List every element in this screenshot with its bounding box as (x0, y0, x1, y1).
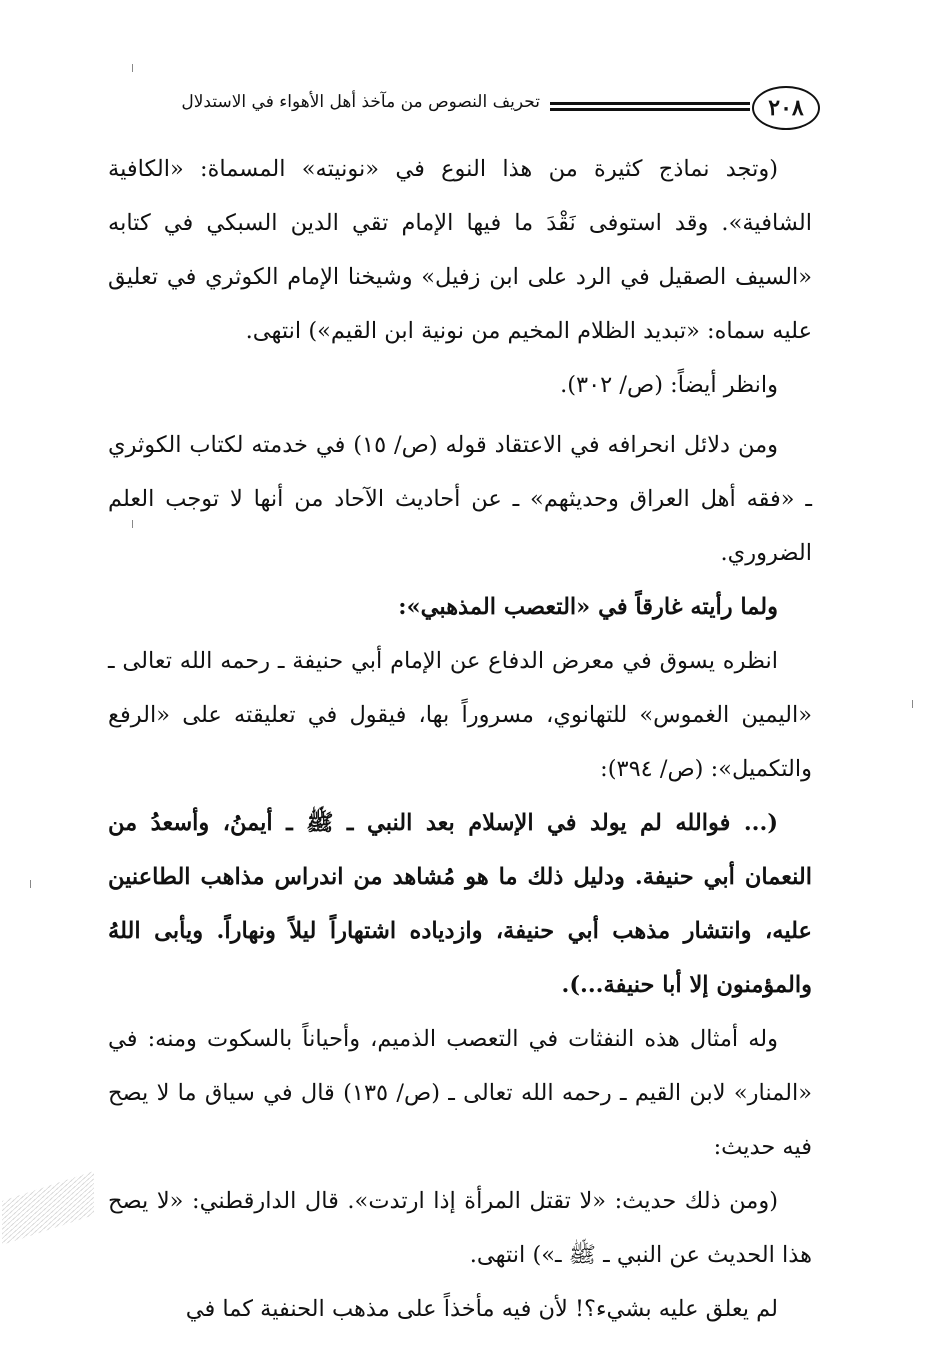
page-number: ٢٠٨ (752, 86, 820, 130)
header-double-rule (550, 102, 750, 111)
paragraph: (وتجد نماذج كثيرة من هذا النوع في «نونيته» المسماة: «الكافية الشافية». وقد استوفى نَقْدَ ما فيها الإمام تقي الدين السبكي في كتابه «السيف الصقيل في الرد على ابن زفيل» وشيخنا الإمام الكوثري في تعليق عليه سماه: «تبديد الظلام المخيم من نونية ابن القيم») انتهى. (108, 156, 812, 344)
scan-speck (30, 880, 31, 888)
scan-speck (132, 64, 133, 72)
page-body (108, 142, 812, 1336)
paragraph: انظره يسوق في معرض الدفاع عن الإمام أبي حنيفة ـ رحمه الله تعالى ـ «اليمين الغموس» للتهانوي، مسروراً بها، فيقول في تعليقته على «الرفع والتكميل»: (ص/ ٣٩٤): (108, 648, 812, 782)
paragraph: وانظر أيضاً: (ص/ ٣٠٢). (560, 372, 778, 398)
scan-artifact (2, 1171, 94, 1245)
paragraph: ومن دلائل انحرافه في الاعتقاد قوله (ص/ ١٥) في خدمته لكتاب الكوثري ـ «فقه أهل العراق وحديثهم» ـ عن أحاديث الآحاد من أنها لا توجب العلم الضروري. (108, 432, 812, 566)
paragraph: لم يعلق عليه بشيء؟! لأن فيه مأخذاً على مذهب الحنفية كما في (185, 1296, 778, 1322)
paragraph: (ومن ذلك حديث: «لا تقتل المرأة إذا ارتدت». قال الدارقطني: «لا يصح هذا الحديث عن النبي ـ ﷺ ـ») انتهى. (108, 1188, 812, 1268)
scan-speck (912, 700, 913, 708)
quoted-passage: (... فوالله لم يولد في الإسلام بعد النبي ـ ﷺ ـ أيمنُ، وأسعدُ من النعمان أبي حنيفة. ودليل ذلك ما هو مُشاهد من اندراس مذاهب الطاعنين عليه، وانتشار مذهب أبي حنيفة، وازدياده اشتهاراً ليلاً ونهاراً. ويأبى اللهُ والمؤمنون إلا أبا حنيفة...). (108, 810, 812, 998)
paragraph: وله أمثال هذه النفثات في التعصب الذميم، وأحياناً بالسكوت ومنه: في «المنار» لابن القيم ـ رحمه الله تعالى ـ (ص/ ١٣٥) قال في سياق ما لا يصح فيه حديث: (108, 1026, 812, 1160)
section-heading: ولما رأيته غارقاً في «التعصب المذهبي»: (398, 594, 778, 620)
page-header (108, 86, 820, 130)
scan-speck (132, 520, 133, 528)
running-title: تحريف النصوص من مآخذ أهل الأهواء في الاستدلال (181, 92, 540, 112)
